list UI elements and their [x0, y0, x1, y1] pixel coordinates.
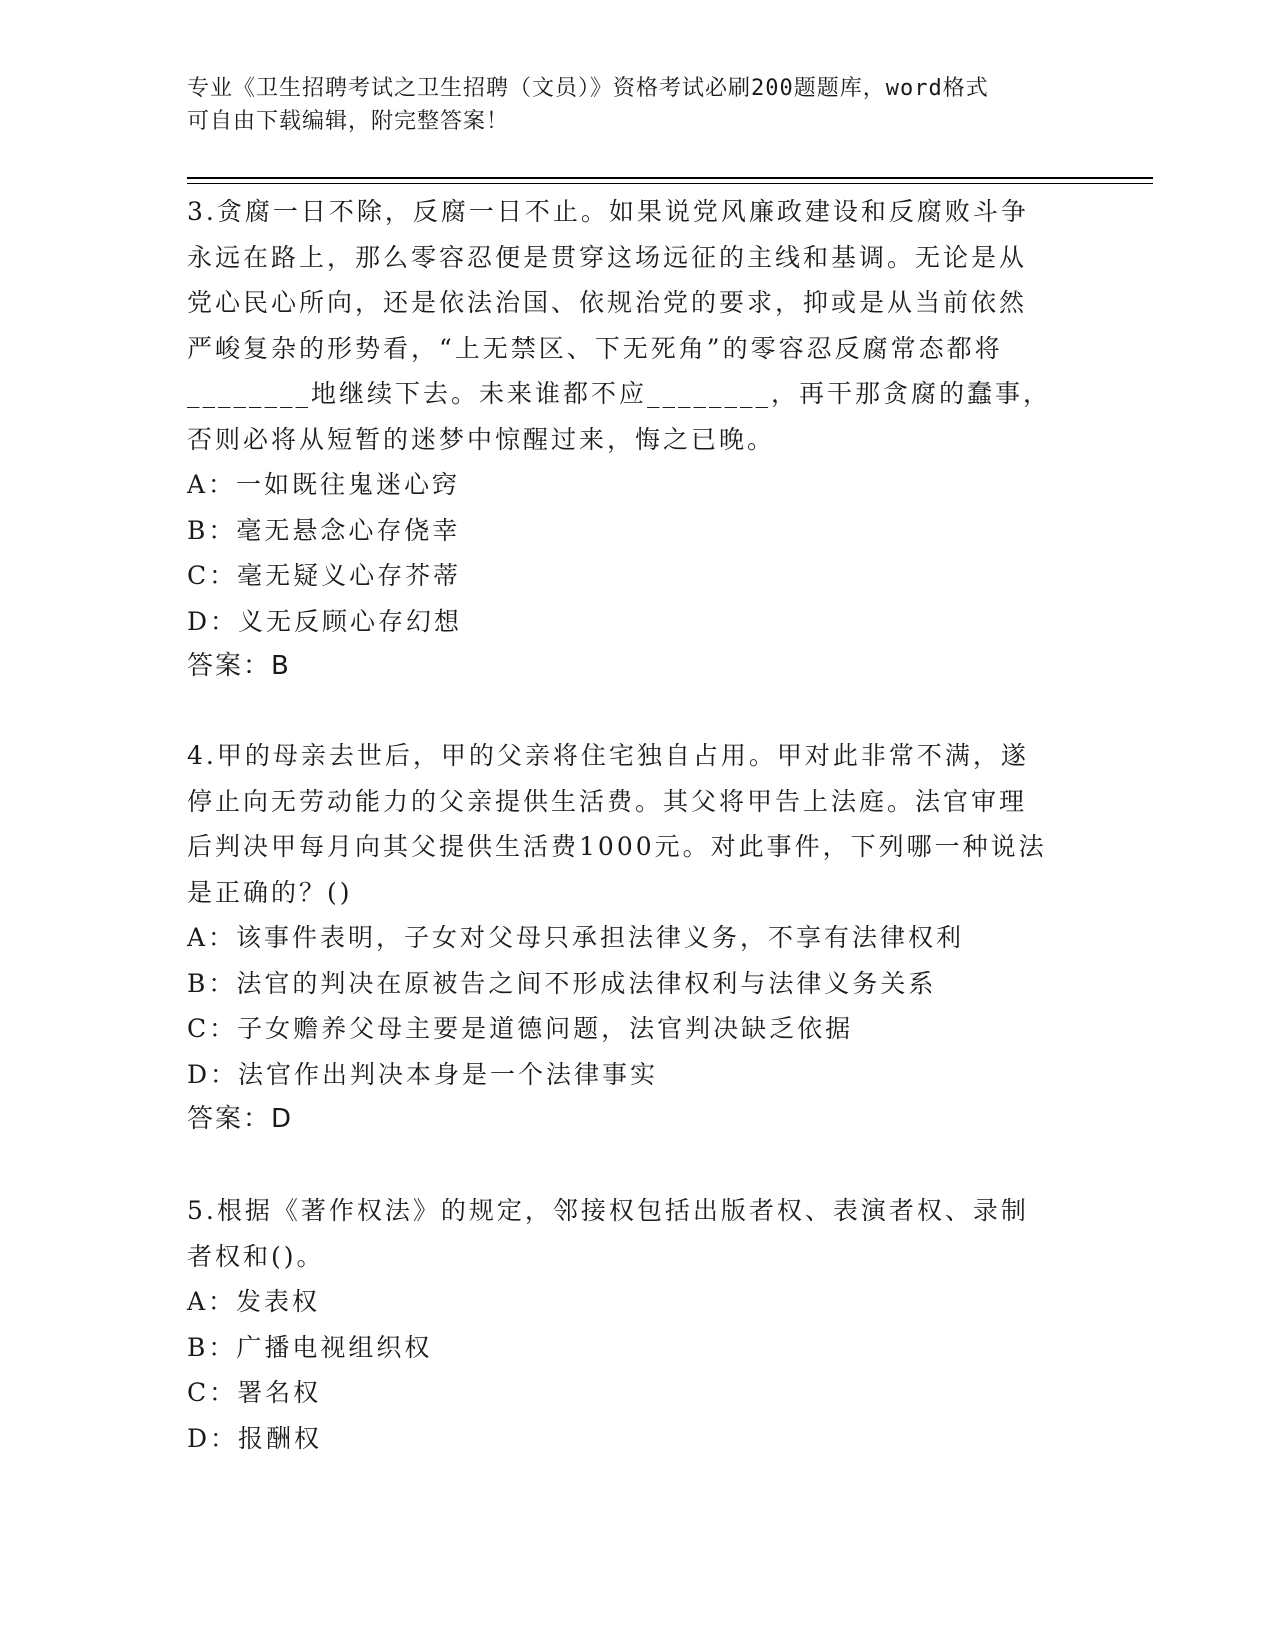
stem-line: 3.贪腐一日不除，反腐一日不止。如果说党风廉政建设和反腐败斗争 [187, 197, 1029, 226]
option-d: D：法官作出判决本身是一个法律事实 [187, 1059, 659, 1089]
header-line-1: 专业《卫生招聘考试之卫生招聘（文员）》资格考试必刷200题题库，word格式 [187, 76, 989, 101]
option-a: A：一如既往鬼迷心窍 [187, 470, 461, 499]
option-b: B：毫无悬念心存侥幸 [187, 515, 461, 545]
answer-label: 答案：D [187, 1104, 294, 1134]
option-b: B：广播电视组织权 [187, 1332, 433, 1362]
stem-line: ________地继续下去。未来谁都不应________，再干那贪腐的蠢事， [187, 379, 1052, 408]
stem-line: 后判决甲每月向其父提供生活费1000元。对此事件，下列哪一种说法 [187, 832, 1047, 861]
option-d: D：义无反顾心存幻想 [187, 606, 463, 636]
answer-label: 答案：B [187, 651, 291, 681]
header-rule-thick [187, 177, 1153, 179]
option-b: B：法官的判决在原被告之间不形成法律权利与法律义务关系 [187, 968, 937, 998]
stem-line: 4.甲的母亲去世后，甲的父亲将住宅独自占用。甲对此非常不满，遂 [187, 741, 1029, 770]
stem-line: 永远在路上，那么零容忍便是贯穿这场远征的主线和基调。无论是从 [187, 242, 1028, 272]
document-header [187, 72, 1067, 138]
header-line-2: 可自由下载编辑，附完整答案！ [187, 109, 510, 134]
question-stem [187, 733, 1077, 915]
stem-line: 者权和()。 [187, 1241, 325, 1271]
question-stem [187, 1188, 1077, 1279]
question-4 [187, 733, 1077, 1143]
header-rule-thin [187, 183, 1153, 184]
stem-line: 党心民心所向，还是依法治国、依规治党的要求，抑或是从当前依然 [187, 288, 1028, 317]
option-a: A：发表权 [187, 1287, 321, 1316]
question-stem [187, 189, 1077, 462]
option-c: C：子女赡养父母主要是道德问题，法官判决缺乏依据 [187, 1014, 854, 1043]
option-c: C：毫无疑义心存芥蒂 [187, 561, 462, 590]
stem-line: 是正确的？() [187, 877, 353, 907]
question-3 [187, 189, 1077, 690]
question-5 [187, 1188, 1077, 1461]
option-a: A：该事件表明，子女对父母只承担法律义务，不享有法律权利 [187, 923, 965, 952]
option-d: D：报酬权 [187, 1423, 323, 1453]
stem-line: 严峻复杂的形势看，“上无禁区、下无死角”的零容忍反腐常态都将 [187, 333, 1003, 363]
option-c: C：署名权 [187, 1378, 322, 1407]
stem-line: 否则必将从短暂的迷梦中惊醒过来，悔之已晚。 [187, 424, 776, 454]
stem-line: 停止向无劳动能力的父亲提供生活费。其父将甲告上法庭。法官审理 [187, 786, 1028, 816]
stem-line: 5.根据《著作权法》的规定，邻接权包括出版者权、表演者权、录制 [187, 1196, 1029, 1225]
